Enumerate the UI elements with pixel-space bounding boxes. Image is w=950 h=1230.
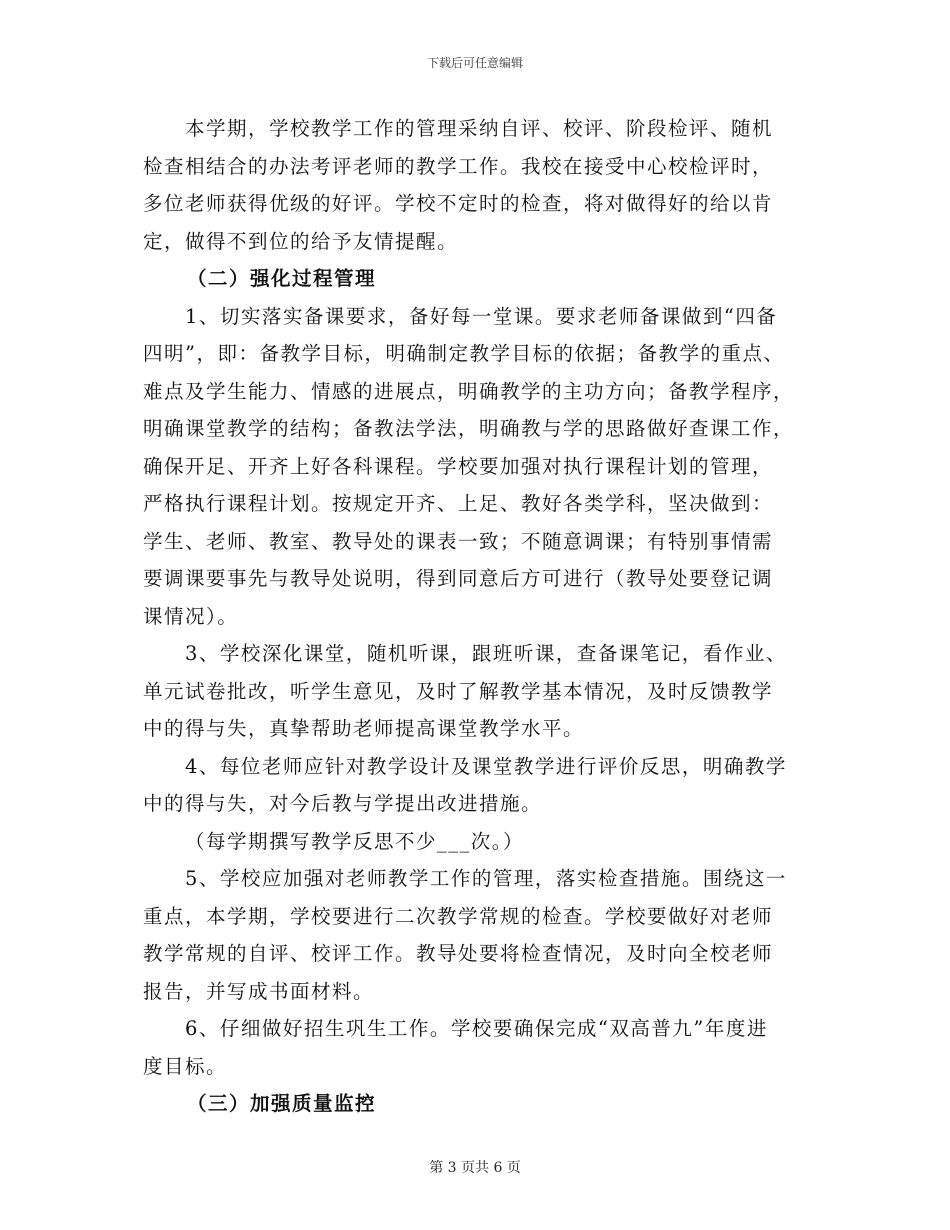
paragraph — [143, 298, 815, 636]
paragraph-line: 单元试卷批改，听学生意见，及时了解教学基本情况，及时反馈教学 — [143, 679, 774, 703]
page-header: 下载后可任意编辑 — [426, 56, 523, 70]
paragraph-line: 重点，本学期，学校要进行二次教学常规的检查。学校要做好对老师 — [143, 904, 774, 928]
paragraph-line: 多位老师获得优级的好评。学校不定时的检查，将对做得好的给以肯 — [143, 192, 774, 215]
paragraph-line: 中的得与失，对今后教与学提出改进措施。 — [143, 792, 543, 815]
paragraph-line: 明确课堂教学的结构；备教法学法，明确教与学的思路做好查课工作， — [143, 417, 795, 440]
paragraph — [143, 823, 815, 861]
paragraph-line: 要调课要事先与教导处说明，得到同意后方可进行（教导处要登记调 — [143, 567, 774, 590]
paragraph — [143, 860, 815, 1010]
paragraph-line: 难点及学生能力、情感的进展点，明确教学的主功方向；备教学程序， — [143, 379, 795, 403]
paragraph — [143, 1010, 815, 1085]
paragraph-line: 定，做得不到位的给予友情提醒。 — [143, 229, 459, 253]
paragraph-line: 5、学校应加强对老师教学工作的管理，落实检查措施。围绕这一 — [185, 867, 787, 890]
paragraph-line: 严格执行课程计划。按规定开齐、上足、教好各类学科，坚决做到： — [143, 492, 774, 515]
paragraph-line: 6、仔细做好招生巩生工作。学校要确保完成“双高普九”年度进 — [185, 1017, 768, 1040]
paragraph — [143, 635, 815, 748]
paragraph-line: 本学期，学校教学工作的管理采纳自评、校评、阶段检评、随机 — [185, 117, 774, 140]
paragraph-line: 检查相结合的办法考评老师的教学工作。我校在接受中心校检评时， — [143, 154, 774, 178]
paragraph-line: 教学常规的自评、校评工作。教导处要将检查情况，及时向全校老师 — [143, 942, 774, 965]
section-heading: （三）加强质量监控 — [187, 1092, 377, 1115]
paragraph-line: 度目标。 — [143, 1054, 228, 1078]
paragraph-line: 四明”，即：备教学目标，明确制定教学目标的依据；备教学的重点、 — [143, 342, 785, 365]
paragraph-line: 4、每位老师应针对教学设计及课堂教学进行评价反思，明确教学 — [185, 754, 787, 778]
paragraph-line: 学生、老师、教室、教导处的课表一致；不随意调课；有特别事情需 — [143, 529, 774, 553]
page-footer: 第 3 页共 6 页 — [429, 1160, 521, 1176]
paragraph-line: 报告，并写成书面材料。 — [143, 979, 375, 1003]
paragraph-line: （每学期撰写教学反思不少___次。） — [185, 829, 525, 853]
paragraph-line: 中的得与失，真挚帮助老师提高课堂教学水平。 — [143, 717, 585, 740]
document-body — [143, 110, 815, 1123]
paragraph-line: 课情况）。 — [143, 604, 239, 628]
paragraph — [143, 748, 815, 823]
section-heading: （二）强化过程管理 — [187, 267, 377, 290]
paragraph-line: 3、学校深化课堂，随机听课，跟班听课，查备课笔记，看作业、 — [185, 642, 787, 665]
paragraph-line: 确保开足、开齐上好各科课程。学校要加强对执行课程计划的管理， — [143, 454, 774, 478]
paragraph — [143, 110, 815, 260]
paragraph-line: 1、切实落实备课要求，备好每一堂课。要求老师备课做到“四备 — [185, 304, 778, 328]
